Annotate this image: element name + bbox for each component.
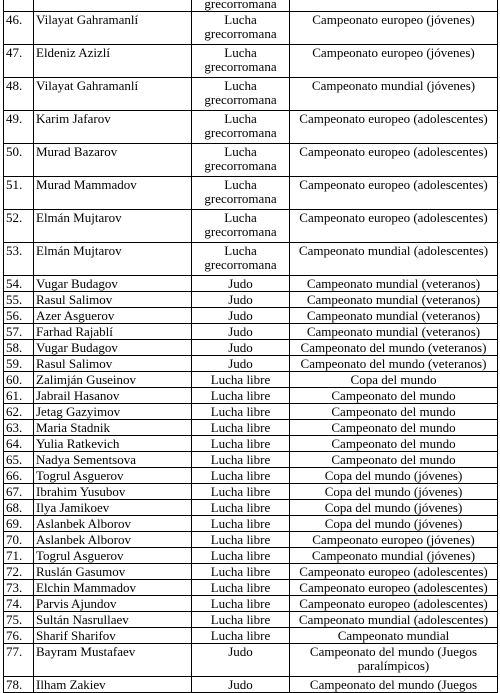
athlete-name: Yulia Ratkevich xyxy=(34,436,192,452)
sport-discipline: Lucha libre xyxy=(192,484,290,500)
athlete-name: Parvis Ajundov xyxy=(34,596,192,612)
row-number: 54. xyxy=(4,276,34,292)
sport-discipline: Lucha libre xyxy=(192,548,290,564)
sport-discipline: Judo xyxy=(192,677,290,693)
table-row xyxy=(4,292,498,308)
athlete-name: Nadya Sementsova xyxy=(34,452,192,468)
athlete-name: Ilya Jamikoev xyxy=(34,500,192,516)
table-row xyxy=(4,78,498,111)
table-row xyxy=(4,452,498,468)
table-row xyxy=(4,372,498,388)
competition-name xyxy=(290,0,498,12)
row-number: 64. xyxy=(4,436,34,452)
competition-name: Campeonato mundial (veteranos) xyxy=(290,292,498,308)
competition-name: Campeonato mundial (adolescentes) xyxy=(290,612,498,628)
table-row xyxy=(4,468,498,484)
row-number: 74. xyxy=(4,596,34,612)
athlete-name: Murad Bazarov xyxy=(34,144,192,177)
competition-name: Campeonato mundial (jóvenes) xyxy=(290,78,498,111)
row-number: 78. xyxy=(4,677,34,693)
athlete-name: Sharif Sharifov xyxy=(34,628,192,644)
table-row xyxy=(4,276,498,292)
table-row xyxy=(4,532,498,548)
row-number: 62. xyxy=(4,404,34,420)
sport-discipline: Lucha grecorromana xyxy=(192,210,290,243)
competition-name: Campeonato europeo (adolescentes) xyxy=(290,111,498,144)
table-row xyxy=(4,111,498,144)
sport-discipline: Lucha libre xyxy=(192,388,290,404)
athlete-name: Karim Jafarov xyxy=(34,111,192,144)
athlete-name: Zalimján Guseinov xyxy=(34,372,192,388)
table-row xyxy=(4,356,498,372)
sport-discipline: Lucha libre xyxy=(192,516,290,532)
sport-discipline: Lucha libre xyxy=(192,596,290,612)
competition-name: Campeonato del mundo (Juegos paralímpicos) xyxy=(290,644,498,677)
athlete-name: Jetag Gazyimov xyxy=(34,404,192,420)
table-row xyxy=(4,580,498,596)
table-row xyxy=(4,144,498,177)
row-number: 60. xyxy=(4,372,34,388)
sport-discipline: Lucha libre xyxy=(192,468,290,484)
table-row xyxy=(4,628,498,644)
row-number: 49. xyxy=(4,111,34,144)
table-row xyxy=(4,388,498,404)
competition-name: Campeonato del mundo (Juegos xyxy=(290,677,498,693)
row-number: 73. xyxy=(4,580,34,596)
sport-discipline: Lucha libre xyxy=(192,612,290,628)
sport-discipline: Lucha libre xyxy=(192,628,290,644)
competition-name: Campeonato europeo (adolescentes) xyxy=(290,210,498,243)
competition-name: Copa del mundo (jóvenes) xyxy=(290,500,498,516)
sport-discipline: Lucha libre xyxy=(192,564,290,580)
row-number: 48. xyxy=(4,78,34,111)
competition-name: Campeonato europeo (adolescentes) xyxy=(290,177,498,210)
competition-name: Campeonato del mundo xyxy=(290,420,498,436)
row-number: 65. xyxy=(4,452,34,468)
row-number: 69. xyxy=(4,516,34,532)
row-number: 52. xyxy=(4,210,34,243)
competition-name: Campeonato europeo (jóvenes) xyxy=(290,45,498,78)
sport-discipline: Lucha libre xyxy=(192,372,290,388)
competition-name: Campeonato europeo (jóvenes) xyxy=(290,12,498,45)
competition-name: Campeonato del mundo xyxy=(290,452,498,468)
row-number: 53. xyxy=(4,243,34,276)
competition-name: Campeonato mundial xyxy=(290,628,498,644)
row-number: 63. xyxy=(4,420,34,436)
athlete-name: Vilayat Gahramanlí xyxy=(34,78,192,111)
row-number: 70. xyxy=(4,532,34,548)
table-row xyxy=(4,548,498,564)
sport-discipline: Lucha grecorromana xyxy=(192,78,290,111)
row-number: 55. xyxy=(4,292,34,308)
competition-name: Campeonato europeo (jóvenes) xyxy=(290,532,498,548)
competition-name: Copa del mundo (jóvenes) xyxy=(290,484,498,500)
competition-name: Campeonato del mundo (veteranos) xyxy=(290,340,498,356)
sport-discipline: Lucha grecorromana xyxy=(192,177,290,210)
sport-discipline: Judo xyxy=(192,292,290,308)
competition-name: Campeonato europeo (adolescentes) xyxy=(290,144,498,177)
sport-discipline: Lucha libre xyxy=(192,500,290,516)
table-row xyxy=(4,420,498,436)
row-number: 67. xyxy=(4,484,34,500)
athlete-name: Togrul Asguerov xyxy=(34,548,192,564)
sport-discipline: Judo xyxy=(192,276,290,292)
row-number: 72. xyxy=(4,564,34,580)
table-row xyxy=(4,340,498,356)
athlete-name: Jabrail Hasanov xyxy=(34,388,192,404)
sport-discipline: Lucha grecorromana xyxy=(192,243,290,276)
sport-discipline: Lucha grecorromana xyxy=(192,12,290,45)
competition-name: Campeonato mundial (adolescentes) xyxy=(290,243,498,276)
table-row xyxy=(4,484,498,500)
sport-discipline: Lucha libre xyxy=(192,436,290,452)
row-number: 68. xyxy=(4,500,34,516)
athlete-name: Bayram Mustafaev xyxy=(34,644,192,677)
athlete-name: Rasul Salimov xyxy=(34,356,192,372)
competition-name: Campeonato mundial (veteranos) xyxy=(290,276,498,292)
table-row xyxy=(4,45,498,78)
results-table xyxy=(3,0,498,693)
athlete-name xyxy=(34,0,192,12)
row-number: 77. xyxy=(4,644,34,677)
competition-name: Campeonato del mundo xyxy=(290,388,498,404)
athlete-name: Elmán Mujtarov xyxy=(34,243,192,276)
row-number: 58. xyxy=(4,340,34,356)
row-number: 75. xyxy=(4,612,34,628)
row-number: 71. xyxy=(4,548,34,564)
athlete-name: Vugar Budagov xyxy=(34,276,192,292)
athlete-name: Eldeniz Azizlí xyxy=(34,45,192,78)
table-row xyxy=(4,12,498,45)
competition-name: Copa del mundo xyxy=(290,372,498,388)
sport-discipline: Judo xyxy=(192,644,290,677)
competition-name: Campeonato del mundo xyxy=(290,404,498,420)
competition-name: Campeonato del mundo xyxy=(290,436,498,452)
sport-discipline: Lucha libre xyxy=(192,580,290,596)
sport-discipline: Lucha grecorromana xyxy=(192,144,290,177)
sport-discipline: Lucha libre xyxy=(192,532,290,548)
table-row xyxy=(4,177,498,210)
athlete-name: Aslanbek Alborov xyxy=(34,532,192,548)
competition-name: Copa del mundo (jóvenes) xyxy=(290,468,498,484)
competition-name: Copa del mundo (jóvenes) xyxy=(290,516,498,532)
row-number: 50. xyxy=(4,144,34,177)
sport-discipline: Lucha grecorromana xyxy=(192,111,290,144)
results-table-body xyxy=(4,0,498,693)
row-number: 76. xyxy=(4,628,34,644)
table-row xyxy=(4,404,498,420)
row-number: 51. xyxy=(4,177,34,210)
competition-name: Campeonato europeo (adolescentes) xyxy=(290,580,498,596)
athlete-name: Elchin Mammadov xyxy=(34,580,192,596)
competition-name: Campeonato mundial (veteranos) xyxy=(290,308,498,324)
sport-discipline: Judo xyxy=(192,356,290,372)
table-row xyxy=(4,500,498,516)
table-row xyxy=(4,243,498,276)
athlete-name: Maria Stadnik xyxy=(34,420,192,436)
row-number: 61. xyxy=(4,388,34,404)
table-row xyxy=(4,564,498,580)
athlete-name: Sultán Nasrullaev xyxy=(34,612,192,628)
athlete-name: Elmán Mujtarov xyxy=(34,210,192,243)
sport-discipline: Lucha libre xyxy=(192,452,290,468)
athlete-name: Aslanbek Alborov xyxy=(34,516,192,532)
athlete-name: Vugar Budagov xyxy=(34,340,192,356)
athlete-name: Vilayat Gahramanlí xyxy=(34,12,192,45)
table-row xyxy=(4,436,498,452)
athlete-name: Ilham Zakiev xyxy=(34,677,192,693)
table-row-partial xyxy=(4,0,498,12)
athlete-name: Murad Mammadov xyxy=(34,177,192,210)
table-row xyxy=(4,596,498,612)
row-number: 46. xyxy=(4,12,34,45)
competition-name: Campeonato mundial (jóvenes) xyxy=(290,548,498,564)
row-number: 47. xyxy=(4,45,34,78)
table-row xyxy=(4,210,498,243)
athlete-name: Farhad Rajablí xyxy=(34,324,192,340)
athlete-name: Togrul Asguerov xyxy=(34,468,192,484)
table-row xyxy=(4,516,498,532)
row-number: 59. xyxy=(4,356,34,372)
sport-discipline: Lucha libre xyxy=(192,420,290,436)
competition-name: Campeonato del mundo (veteranos) xyxy=(290,356,498,372)
row-number: 56. xyxy=(4,308,34,324)
table-row xyxy=(4,677,498,693)
sport-discipline: Lucha grecorromana xyxy=(192,45,290,78)
athlete-name: Ruslán Gasumov xyxy=(34,564,192,580)
competition-name: Campeonato mundial (veteranos) xyxy=(290,324,498,340)
table-row xyxy=(4,612,498,628)
athlete-name: Rasul Salimov xyxy=(34,292,192,308)
row-number xyxy=(4,0,34,12)
competition-name: Campeonato europeo (adolescentes) xyxy=(290,564,498,580)
sport-discipline: Judo xyxy=(192,340,290,356)
table-row xyxy=(4,308,498,324)
sport-discipline: Lucha libre xyxy=(192,404,290,420)
sport-discipline: grecorromana xyxy=(192,0,290,12)
sport-discipline: Judo xyxy=(192,324,290,340)
athlete-name: Azer Asguerov xyxy=(34,308,192,324)
athlete-name: Ibrahim Yusubov xyxy=(34,484,192,500)
table-row xyxy=(4,324,498,340)
row-number: 57. xyxy=(4,324,34,340)
competition-name: Campeonato europeo (adolescentes) xyxy=(290,596,498,612)
row-number: 66. xyxy=(4,468,34,484)
sport-discipline: Judo xyxy=(192,308,290,324)
